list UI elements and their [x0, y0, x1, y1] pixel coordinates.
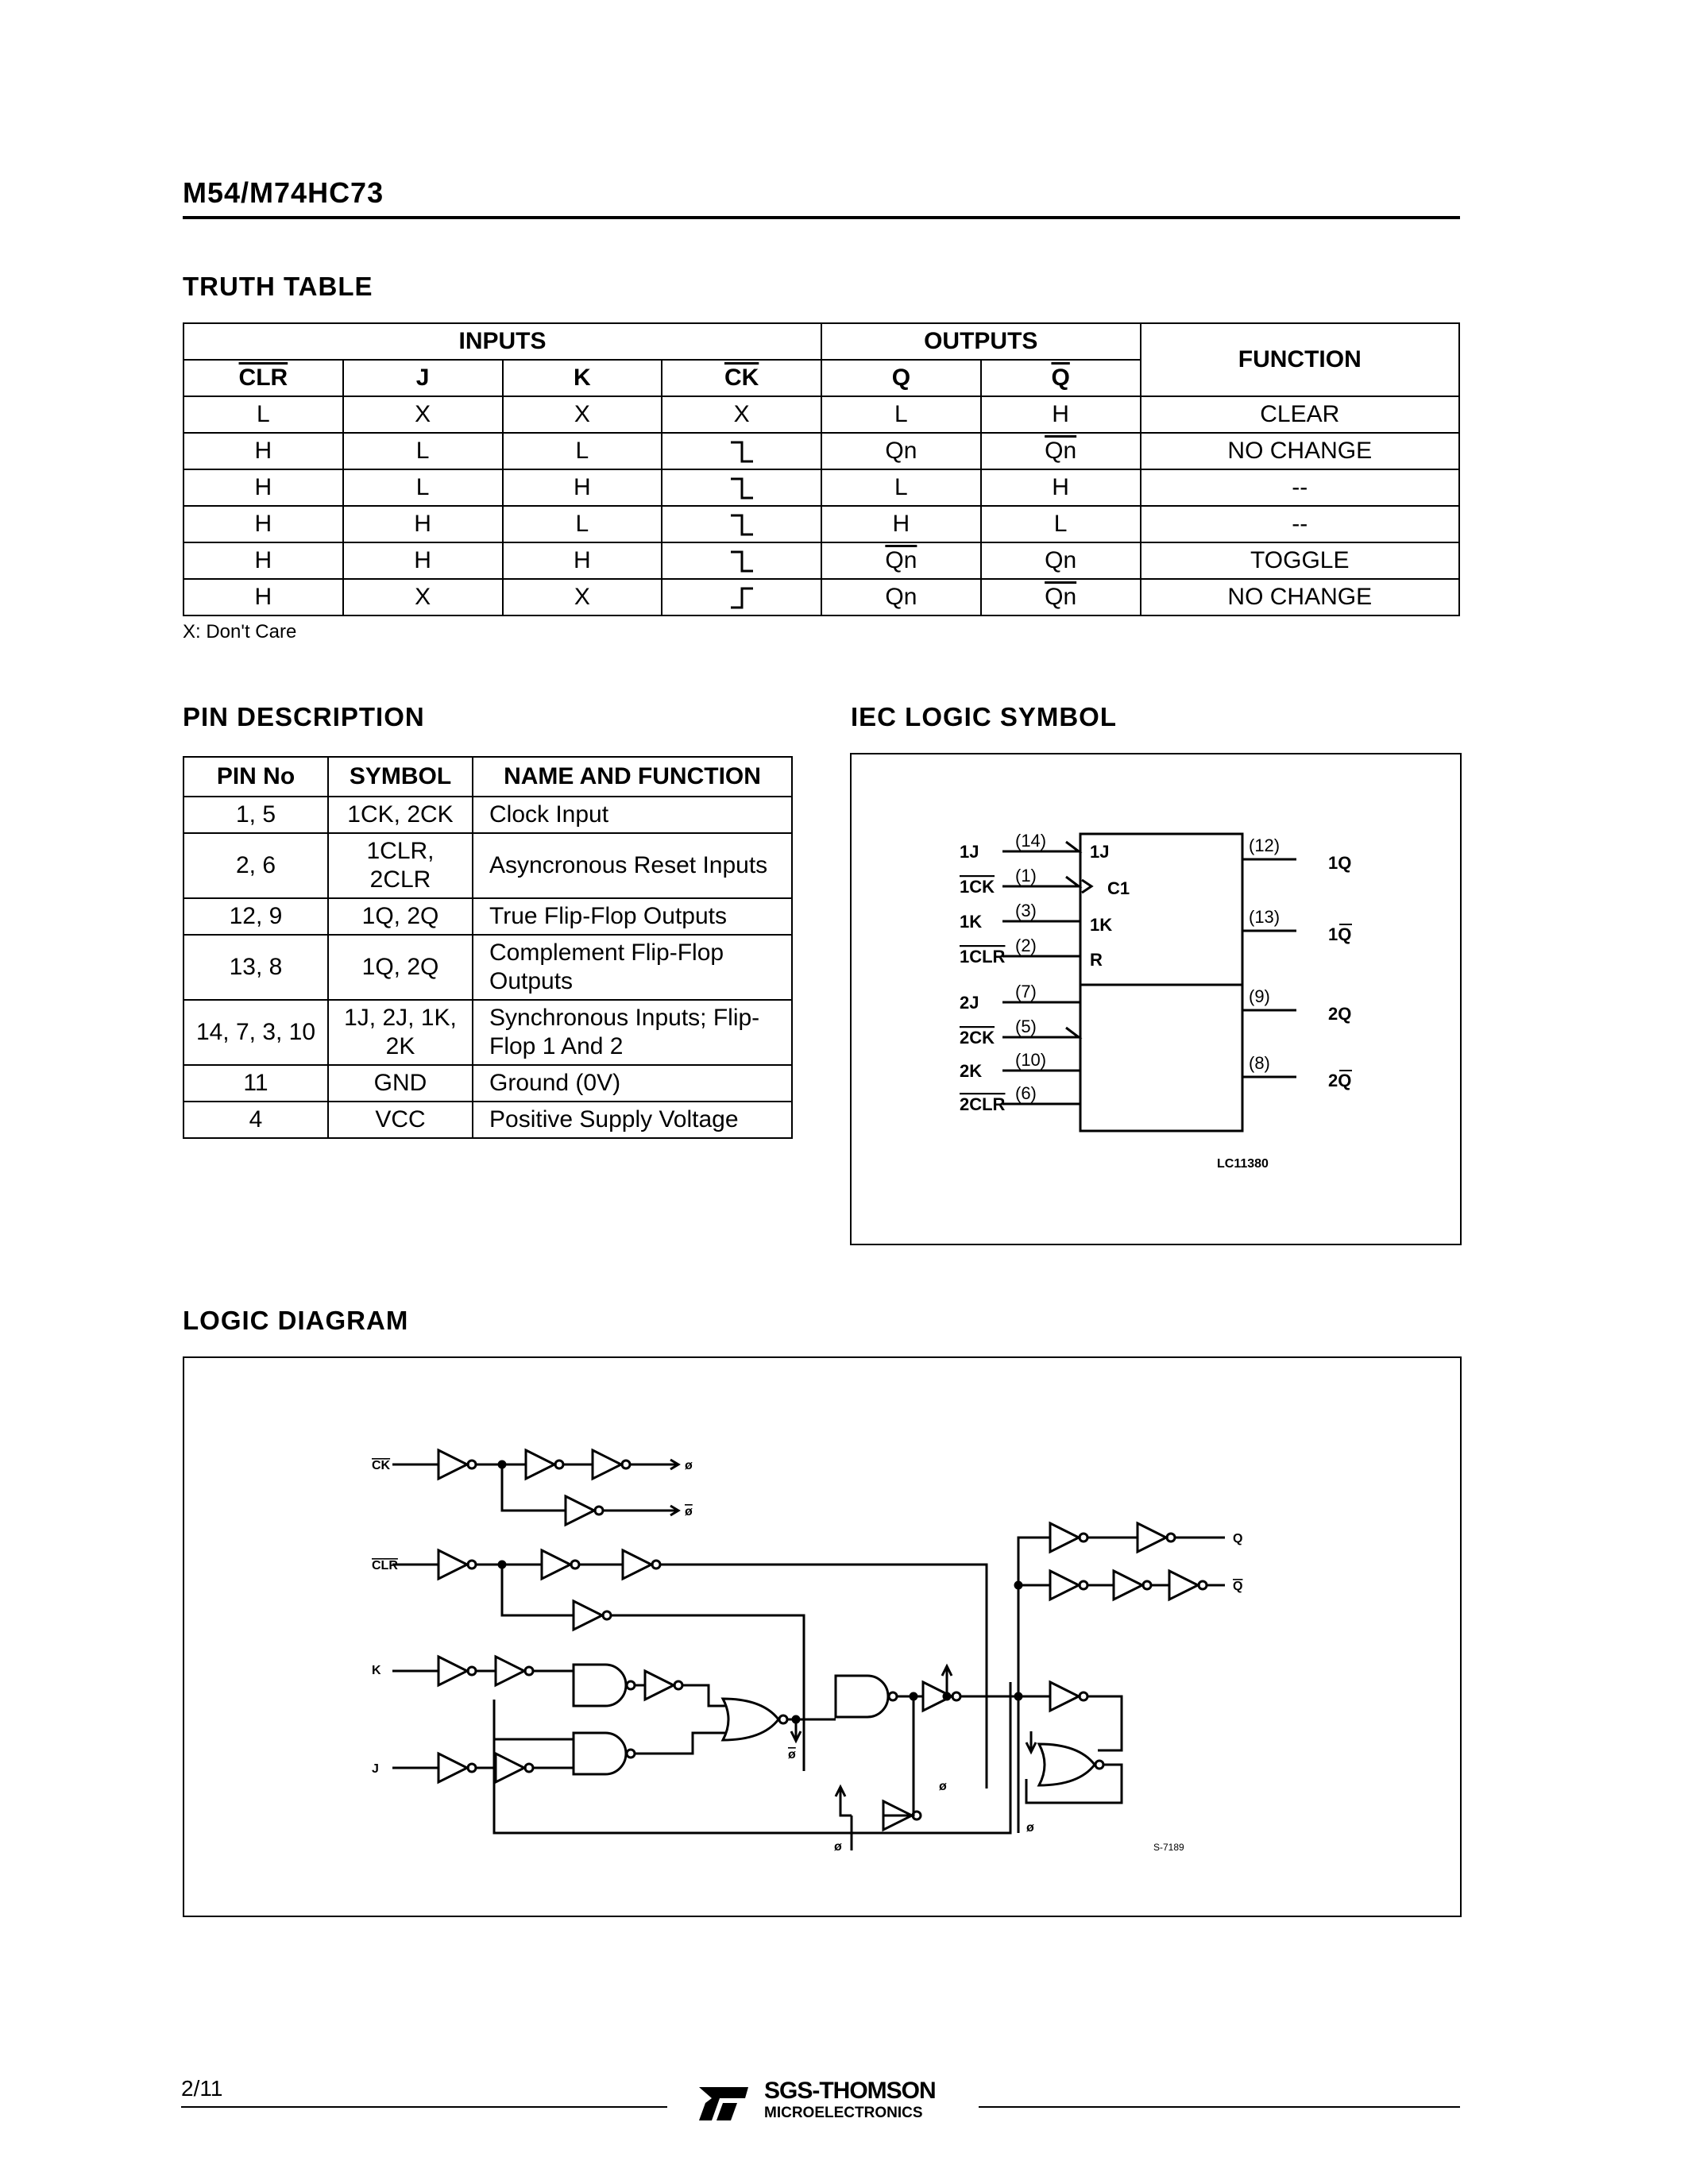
cell-qb: H	[981, 396, 1141, 433]
dynamic-input-icon	[1082, 880, 1091, 893]
phi-bar-label-2: ø	[788, 1748, 796, 1761]
cell-clr: H	[183, 469, 343, 506]
clock-edge-icon	[1066, 1028, 1079, 1037]
falling-edge-icon	[662, 433, 821, 469]
iec-input-label: 1CLR	[960, 947, 1006, 967]
inputs-header: INPUTS	[183, 323, 821, 360]
inverter-symbol	[645, 1671, 674, 1700]
inverter-bubble	[1143, 1581, 1151, 1589]
j-buffer	[438, 1754, 467, 1782]
pin-description-heading: PIN DESCRIPTION	[183, 702, 425, 731]
cell-pin: 2, 6	[183, 833, 328, 898]
inverter-bubble	[622, 1461, 630, 1468]
inverter-bubble	[1167, 1534, 1175, 1542]
cell-k: H	[503, 469, 662, 506]
iec-inner-label: R	[1090, 950, 1103, 970]
iec-pin-number: (6)	[1015, 1083, 1037, 1103]
cell-q: L	[821, 396, 981, 433]
iec-symbol	[852, 754, 1460, 1244]
junction	[1015, 1582, 1022, 1588]
inverter-symbol	[542, 1550, 570, 1579]
brand-sub: MICROELECTRONICS	[764, 2105, 923, 2121]
iec-pin-number: (8)	[1249, 1053, 1270, 1073]
latch-nor	[1039, 1744, 1095, 1785]
iec-frame	[850, 753, 1462, 1245]
cell-j: L	[343, 469, 503, 506]
cell-k: L	[503, 433, 662, 469]
cell-qb: H	[981, 469, 1141, 506]
phi-label-4: ø	[1026, 1821, 1034, 1835]
inverter-bubble	[571, 1561, 579, 1569]
cell-q: Qn	[821, 433, 981, 469]
iec-inner-label: 1K	[1090, 915, 1113, 935]
iec-pin-number: (12)	[1249, 835, 1280, 855]
table-row	[183, 833, 792, 898]
col-name: NAME AND FUNCTION	[473, 757, 792, 797]
cell-qb: $\overline{Qn}$	[981, 579, 1141, 615]
iec-input-label: 1CK	[960, 877, 995, 897]
table-row	[183, 469, 1459, 506]
inverter-bubble	[1080, 1534, 1087, 1542]
logic-diagram-heading: LOGIC DIAGRAM	[183, 1306, 409, 1335]
table-note: X: Don't Care	[183, 621, 297, 642]
col-pin: PIN No	[183, 757, 328, 797]
cell-pin: 4	[183, 1102, 328, 1138]
cell-name: Asyncronous Reset Inputs	[473, 833, 792, 898]
cell-fn: TOGGLE	[1141, 542, 1460, 579]
inverter-bubble	[525, 1667, 533, 1675]
iec-pin-number: (13)	[1249, 907, 1280, 927]
wire	[682, 1685, 726, 1706]
table-row	[183, 797, 792, 833]
pin-table	[183, 756, 793, 1139]
cell-q: $\overline{Qn}$	[821, 542, 981, 579]
wire	[502, 1464, 566, 1511]
gate-bubble	[1095, 1761, 1103, 1769]
gate-bubble	[627, 1681, 635, 1689]
cell-symbol: 1Q, 2Q	[328, 898, 473, 935]
cell-symbol: VCC	[328, 1102, 473, 1138]
truth-table	[183, 322, 1460, 616]
page-number: 2/11	[181, 2076, 223, 2101]
iec-pin-number: (7)	[1015, 982, 1037, 1001]
ck-inverter	[438, 1450, 467, 1479]
inverter-bubble	[555, 1461, 563, 1468]
inverter-bubble	[952, 1692, 960, 1700]
wire	[660, 1565, 987, 1788]
clr-inverter	[438, 1550, 467, 1579]
k-buffer	[438, 1657, 467, 1685]
qbar-output-label: Q	[1233, 1580, 1243, 1593]
iec-code: LC11380	[1217, 1157, 1269, 1171]
iec-pin-number: (5)	[1015, 1017, 1037, 1036]
cell-k: H	[503, 542, 662, 579]
cell-pin: 11	[183, 1065, 328, 1102]
cell-symbol: 1Q, 2Q	[328, 935, 473, 1000]
cell-name: Clock Input	[473, 797, 792, 833]
cell-name: Positive Supply Voltage	[473, 1102, 792, 1138]
k-input-label: K	[372, 1664, 381, 1677]
inverter-symbol	[574, 1601, 602, 1630]
falling-edge-icon	[662, 506, 821, 542]
ck-input-label: CK	[372, 1459, 391, 1472]
cell-clr: H	[183, 542, 343, 579]
iec-inner-label: 1J	[1090, 842, 1110, 862]
wire	[635, 1733, 726, 1754]
inverter-symbol	[593, 1450, 621, 1479]
wire	[1087, 1696, 1122, 1750]
cell-j: H	[343, 542, 503, 579]
inverter-symbol	[623, 1550, 651, 1579]
cell-fn: --	[1141, 469, 1460, 506]
cell-name: Ground (0V)	[473, 1065, 792, 1102]
cell-j: X	[343, 579, 503, 615]
cell-qb: L	[981, 506, 1141, 542]
table-row	[183, 898, 792, 935]
cell-k: X	[503, 579, 662, 615]
table-row	[183, 542, 1459, 579]
table-row	[183, 1000, 792, 1065]
clr-input-label: CLR	[372, 1559, 398, 1572]
slave-nand	[836, 1676, 888, 1717]
gate-bubble	[889, 1692, 897, 1700]
truth-table-heading: TRUTH TABLE	[183, 272, 373, 301]
cell-fn: NO CHANGE	[1141, 433, 1460, 469]
wire	[1018, 1538, 1050, 1696]
table-row	[183, 433, 1459, 469]
iec-input-label: 2CLR	[960, 1094, 1006, 1114]
iec-pin-number: (9)	[1249, 986, 1270, 1006]
iec-pin-number: (10)	[1015, 1050, 1047, 1070]
col-ck: $\overline{CK}$	[724, 365, 759, 391]
iec-pin-number: (1)	[1015, 866, 1037, 886]
diagram-code: S-7189	[1153, 1842, 1184, 1853]
iec-inner-label: C1	[1107, 878, 1130, 898]
qbar-inverter	[1050, 1571, 1079, 1599]
cell-qb: $\overline{Qn}$	[981, 433, 1141, 469]
iec-pin-number: (3)	[1015, 901, 1037, 920]
q-output-label: Q	[1233, 1532, 1243, 1545]
iec-input-label: 2J	[960, 993, 979, 1013]
phi-label-2: ø	[834, 1840, 842, 1854]
latch-inverter	[1050, 1682, 1079, 1711]
iec-output-label: 2Q	[1328, 1071, 1352, 1090]
clock-edge-icon	[1066, 842, 1079, 851]
cell-qb: Qn	[981, 542, 1141, 579]
cell-pin: 13, 8	[183, 935, 328, 1000]
cell-clr: H	[183, 506, 343, 542]
inverter-bubble	[468, 1461, 476, 1468]
iec-output-label: 1Q	[1328, 924, 1352, 944]
logic-diagram	[184, 1358, 1460, 1916]
cell-fn: CLEAR	[1141, 396, 1460, 433]
table-row	[183, 935, 792, 1000]
inverter-symbol	[526, 1450, 554, 1479]
inverter-bubble	[1080, 1581, 1087, 1589]
cell-clr: H	[183, 433, 343, 469]
cell-symbol: 1J, 2J, 1K, 2K	[328, 1000, 473, 1065]
inverter-bubble	[468, 1561, 476, 1569]
cell-symbol: 1CLR, 2CLR	[328, 833, 473, 898]
cell-pin: 14, 7, 3, 10	[183, 1000, 328, 1065]
iec-output-label: 1Q	[1328, 853, 1352, 873]
footer-rule-right	[979, 2106, 1460, 2108]
iec-input-label: 2K	[960, 1061, 983, 1081]
iec-input-label: 1J	[960, 842, 979, 862]
table-row	[183, 506, 1459, 542]
inverter-symbol	[496, 1657, 524, 1685]
j-input-label: J	[372, 1762, 379, 1776]
cell-name: True Flip-Flop Outputs	[473, 898, 792, 935]
inverter-symbol	[1114, 1571, 1142, 1599]
table-row	[183, 1065, 792, 1102]
iec-input-label: 2CK	[960, 1028, 995, 1048]
cell-fn: --	[1141, 506, 1460, 542]
footer-rule-left	[181, 2106, 667, 2108]
clock-edge-icon	[1066, 877, 1079, 886]
falling-edge-icon	[662, 542, 821, 579]
col-clr: $\overline{CLR}$	[238, 365, 288, 391]
iec-heading: IEC LOGIC SYMBOL	[851, 702, 1118, 731]
inverter-bubble	[525, 1764, 533, 1772]
q-inverter	[1050, 1523, 1079, 1552]
cell-j: L	[343, 433, 503, 469]
iec-pin-number: (14)	[1015, 831, 1047, 851]
col-j: J	[343, 360, 503, 396]
inverter-symbol	[566, 1496, 594, 1525]
inverter-bubble	[468, 1667, 476, 1675]
cell-clr: H	[183, 579, 343, 615]
gate-bubble	[627, 1750, 635, 1758]
inverter-bubble	[913, 1812, 921, 1819]
function-header: FUNCTION	[1141, 323, 1460, 396]
cell-fn: NO CHANGE	[1141, 579, 1460, 615]
inverter-bubble	[652, 1561, 660, 1569]
inverter-bubble	[468, 1764, 476, 1772]
phi-label: ø	[685, 1459, 693, 1472]
cell-j: X	[343, 396, 503, 433]
inverter-bubble	[603, 1611, 611, 1619]
outputs-header: OUTPUTS	[821, 323, 1141, 360]
cell-pin: 12, 9	[183, 898, 328, 935]
cell-name: Synchronous Inputs; Flip-Flop 1 And 2	[473, 1000, 792, 1065]
logic-frame	[183, 1356, 1462, 1917]
rising-edge-icon	[662, 579, 821, 615]
cell-symbol: 1CK, 2CK	[328, 797, 473, 833]
inverter-bubble	[1199, 1581, 1207, 1589]
falling-edge-icon	[662, 469, 821, 506]
col-k: K	[503, 360, 662, 396]
table-row	[183, 579, 1459, 615]
brand-name: SGS-THOMSON	[764, 2078, 936, 2104]
master-nor	[723, 1699, 778, 1740]
cell-ck: X	[662, 396, 821, 433]
iec-block	[1080, 834, 1242, 1131]
cell-j: H	[343, 506, 503, 542]
cell-q: Qn	[821, 579, 981, 615]
cell-clr: L	[183, 396, 343, 433]
gate-bubble	[779, 1715, 787, 1723]
iec-pin-number: (2)	[1015, 936, 1037, 955]
cell-name: Complement Flip-Flop Outputs	[473, 935, 792, 1000]
cell-pin: 1, 5	[183, 797, 328, 833]
iec-output-label: 2Q	[1328, 1004, 1352, 1024]
k-nand	[574, 1665, 626, 1706]
header-rule	[183, 216, 1460, 219]
inverter-bubble	[674, 1681, 682, 1689]
cell-k: X	[503, 396, 662, 433]
table-row	[183, 396, 1459, 433]
phi-label-3: ø	[939, 1780, 947, 1793]
j-nand	[574, 1733, 626, 1774]
cell-q: L	[821, 469, 981, 506]
iec-input-label: 1K	[960, 912, 983, 932]
wire	[502, 1565, 574, 1615]
inverter-symbol	[1138, 1523, 1166, 1552]
col-qbar: $\overline{Q}$	[1051, 365, 1070, 391]
phi-bar-label: ø	[685, 1505, 693, 1518]
wire	[883, 1696, 914, 1815]
st-logo	[688, 2081, 751, 2129]
cell-symbol: GND	[328, 1065, 473, 1102]
inverter-symbol	[1169, 1571, 1198, 1599]
inverter-bubble	[1080, 1692, 1087, 1700]
table-row	[183, 1102, 792, 1138]
page-title: M54/M74HC73	[183, 176, 384, 209]
cell-q: H	[821, 506, 981, 542]
col-symbol: SYMBOL	[328, 757, 473, 797]
inverter-bubble	[595, 1507, 603, 1515]
inverter-symbol	[496, 1754, 524, 1782]
col-q: Q	[821, 360, 981, 396]
cell-k: L	[503, 506, 662, 542]
